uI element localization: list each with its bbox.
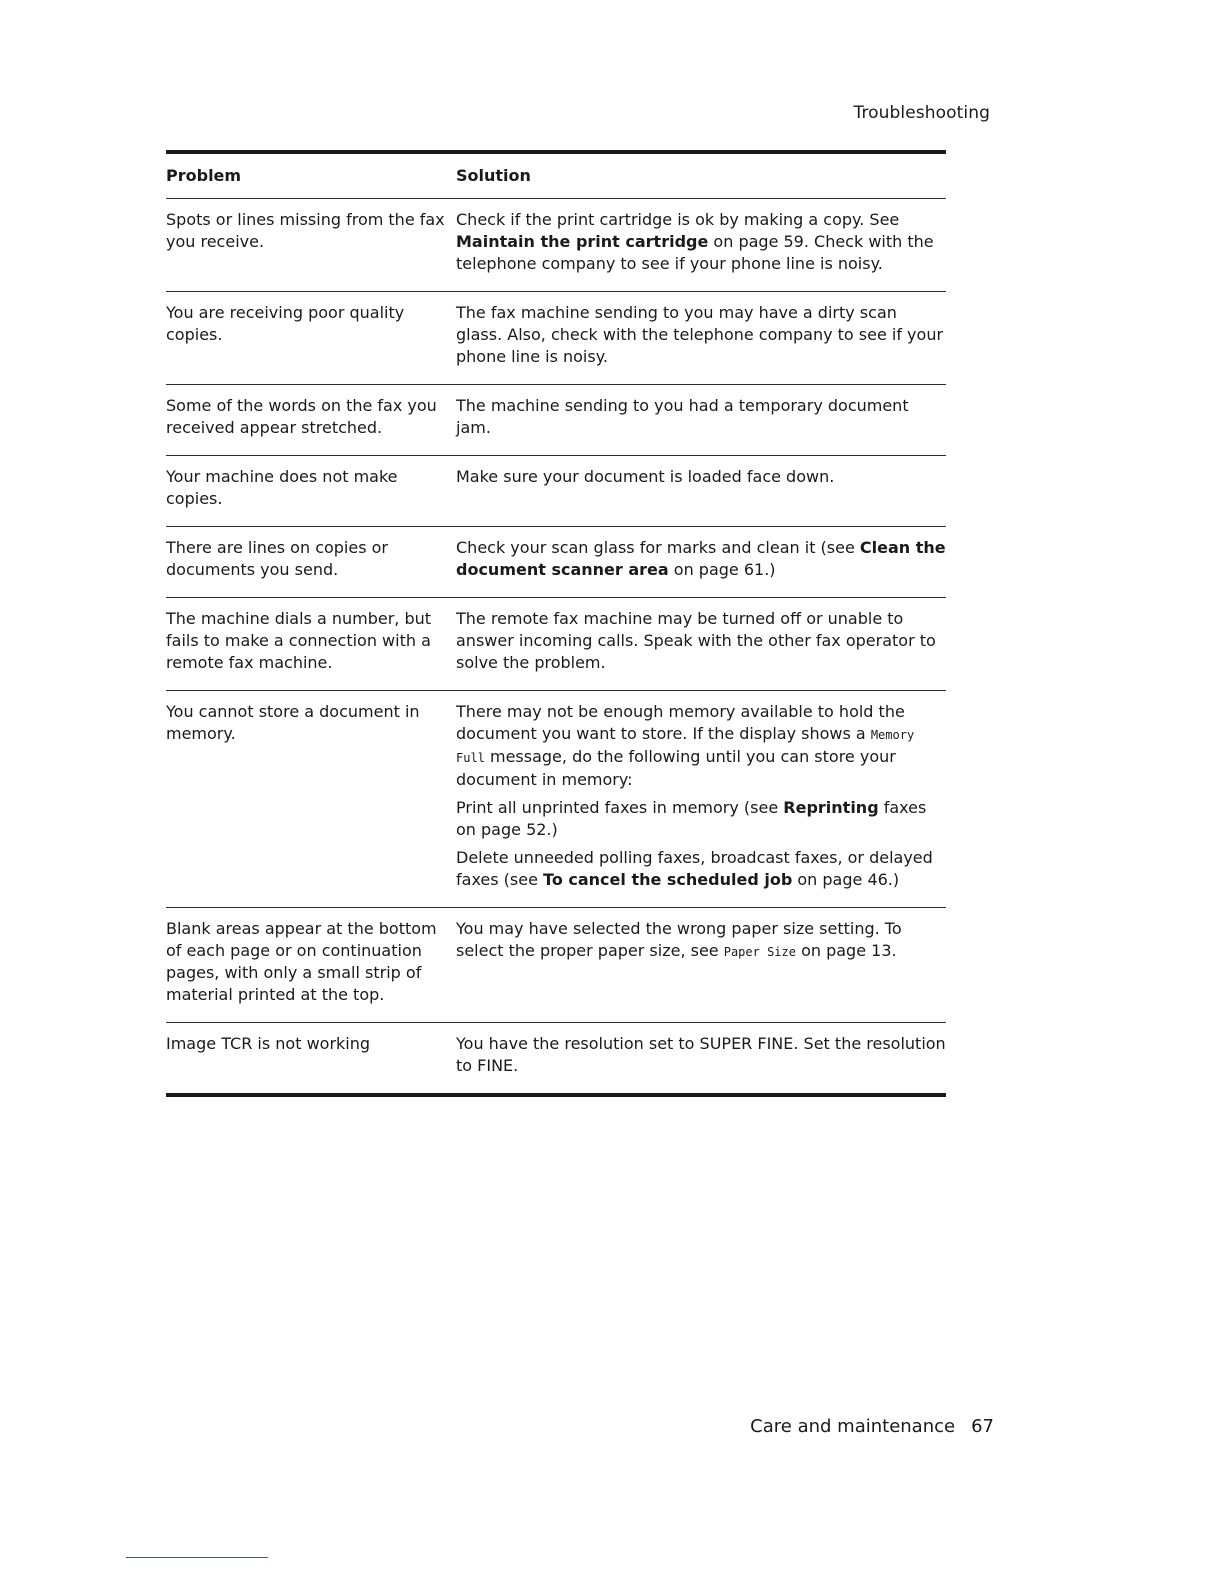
table-bottom-rule [166, 1093, 946, 1097]
solution-text: on page 61.) [668, 560, 776, 579]
problem-cell: You cannot store a document in memory. [166, 702, 420, 743]
solution-cell [456, 1033, 946, 1077]
solution-paragraph [456, 209, 946, 275]
table-row [166, 455, 946, 526]
table-body [166, 198, 946, 1093]
display-message-text: Paper Size [723, 945, 796, 959]
cross-reference-text: Maintain the print cartridge [456, 232, 709, 251]
solution-text: Check your scan glass for marks and clean it (see [456, 538, 860, 557]
footer-chapter-title: Care and maintenance [750, 1416, 956, 1437]
page-number: 67 [971, 1416, 994, 1437]
problem-cell: Spots or lines missing from the fax you receive. [166, 210, 445, 251]
solution-paragraph [456, 701, 946, 791]
solution-text: The fax machine sending to you may have a dirty scan glass. Also, check with the telephone company to see if your phone line is noisy. [456, 303, 944, 366]
page-footer [750, 1416, 994, 1437]
solution-text: Check if the print cartridge is ok by making a copy. See [456, 210, 900, 229]
problem-cell: You are receiving poor quality copies. [166, 303, 405, 344]
solution-text: faxes on page 52.) [456, 798, 927, 839]
scan-mark-line [126, 1557, 268, 1558]
table-row [166, 291, 946, 384]
problem-cell: Blank areas appear at the bottom of each page or on continuation pages, with only a small strip of material printed at the top. [166, 919, 437, 1004]
solution-text: Make sure your document is loaded face down. [456, 467, 835, 486]
table-row [166, 198, 946, 291]
solution-text: The machine sending to you had a temporary document jam. [456, 396, 909, 437]
cross-reference-text: To cancel the scheduled job [543, 870, 793, 889]
column-header-problem: Problem [166, 166, 242, 185]
solution-cell [456, 918, 946, 1006]
solution-paragraph [456, 1033, 946, 1077]
running-header: Troubleshooting [853, 103, 990, 123]
cross-reference-text: Reprinting [783, 798, 879, 817]
problem-cell: The machine dials a number, but fails to make a connection with a remote fax machine. [166, 609, 432, 672]
solution-paragraph [456, 918, 946, 963]
solution-paragraph [456, 466, 946, 488]
solution-cell [456, 302, 946, 368]
troubleshooting-table [166, 150, 946, 1097]
solution-cell [456, 608, 946, 674]
display-message-text: Memory Full [456, 728, 915, 765]
solution-paragraph [456, 302, 946, 368]
table-row [166, 1022, 946, 1093]
solution-text: Delete unneeded polling faxes, broadcast faxes, or delayed faxes (see [456, 848, 933, 889]
table-row [166, 526, 946, 597]
table-row [166, 597, 946, 690]
solution-cell [456, 537, 946, 581]
table-row [166, 384, 946, 455]
solution-paragraph [456, 608, 946, 674]
solution-paragraph [456, 847, 946, 891]
solution-cell [456, 701, 946, 891]
solution-text: There may not be enough memory available to hold the document you want to store. If the display shows a [456, 702, 905, 743]
solution-text: Print all unprinted faxes in memory (see [456, 798, 784, 817]
solution-text: on page 46.) [792, 870, 900, 889]
cross-reference-text: Clean the document scanner area [456, 538, 946, 579]
solution-cell [456, 395, 946, 439]
solution-text: The remote fax machine may be turned off or unable to answer incoming calls. Speak with the other fax operator to solve the problem. [456, 609, 936, 672]
column-header-solution: Solution [456, 166, 531, 185]
table-header-row [166, 154, 946, 198]
solution-text: You may have selected the wrong paper size setting. To select the proper paper size, see [456, 919, 902, 960]
problem-cell: Your machine does not make copies. [166, 467, 398, 508]
solution-text: You have the resolution set to SUPER FINE. Set the resolution to FINE. [456, 1034, 946, 1075]
solution-text: on page 59. Check with the telephone company to see if your phone line is noisy. [456, 232, 934, 273]
solution-cell [456, 209, 946, 275]
solution-paragraph [456, 797, 946, 841]
problem-cell: Some of the words on the fax you received appear stretched. [166, 396, 437, 437]
solution-cell [456, 466, 946, 510]
table-row [166, 690, 946, 907]
solution-text: message, do the following until you can store your document in memory: [456, 747, 896, 789]
problem-cell: There are lines on copies or documents you send. [166, 538, 389, 579]
problem-cell: Image TCR is not working [166, 1034, 371, 1053]
solution-paragraph [456, 395, 946, 439]
table-row [166, 907, 946, 1022]
solution-paragraph [456, 537, 946, 581]
solution-text: on page 13. [795, 941, 897, 960]
